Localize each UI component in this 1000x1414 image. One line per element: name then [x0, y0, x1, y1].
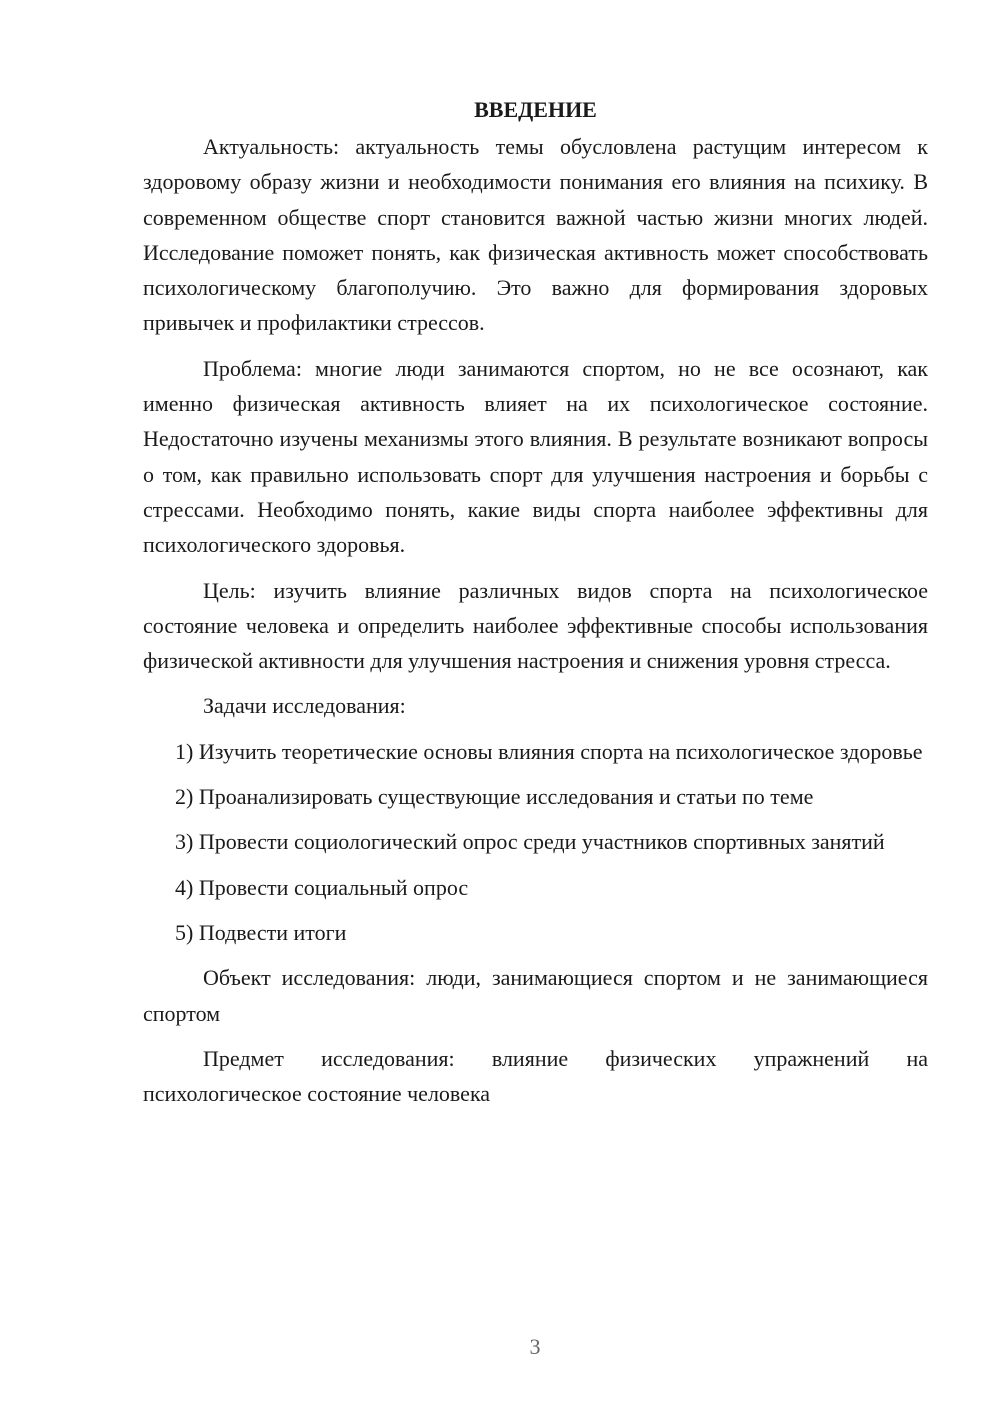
paragraph-goal: Цель: изучить влияние различных видов спорта на психологическое состояние человека и определить наиболее эффективные способы использования физической активности для улучшения настроения и снижения уровня стресса.: [143, 577, 928, 674]
page-number: 3: [529, 1334, 541, 1359]
task-item-1: 1) Изучить теоретические основы влияния спорта на психологическое здоровье: [175, 738, 923, 764]
paragraph-object: Объект исследования: люди, занимающиеся спортом и не занимающиеся спортом: [143, 965, 928, 1026]
paragraph-subject: Предмет исследования: влияние физических упражнений на психологическое состояние человека: [143, 1045, 928, 1107]
section-title: ВВЕДЕНИЕ: [474, 97, 597, 122]
task-item-4: 4) Провести социальный опрос: [175, 874, 469, 900]
paragraph-relevance: Актуальность: актуальность темы обусловлена растущим интересом к здоровому образу жизни и необходимости понимания его влияния на психику. В современном обществе спорт становится важной частью жизни многих людей. Исследование поможет понять, как физическая активность может способствовать психологическому благополучию. Это важно для формирования здоровых привычек и профилактики стрессов.: [143, 134, 928, 336]
document-page: [143, 92, 928, 1121]
paragraph-problem: Проблема: многие люди занимаются спортом, но не все осознают, как именно физическая активность влияет на их психологическое состояние. Недостаточно изучены механизмы этого влияния. В результате возникают вопросы о том, как правильно использовать спорт для улучшения настроения и борьбы с стрессами. Необходимо понять, какие виды спорта наиболее эффективны для психологического здоровья.: [143, 355, 928, 558]
task-item-3: 3) Провести социологический опрос среди участников спортивных занятий: [175, 829, 885, 855]
paragraph-tasks-heading: Задачи исследования:: [203, 693, 406, 719]
task-item-5: 5) Подвести итоги: [175, 919, 347, 945]
task-item-2: 2) Проанализировать существующие исследования и статьи по теме: [175, 784, 814, 810]
